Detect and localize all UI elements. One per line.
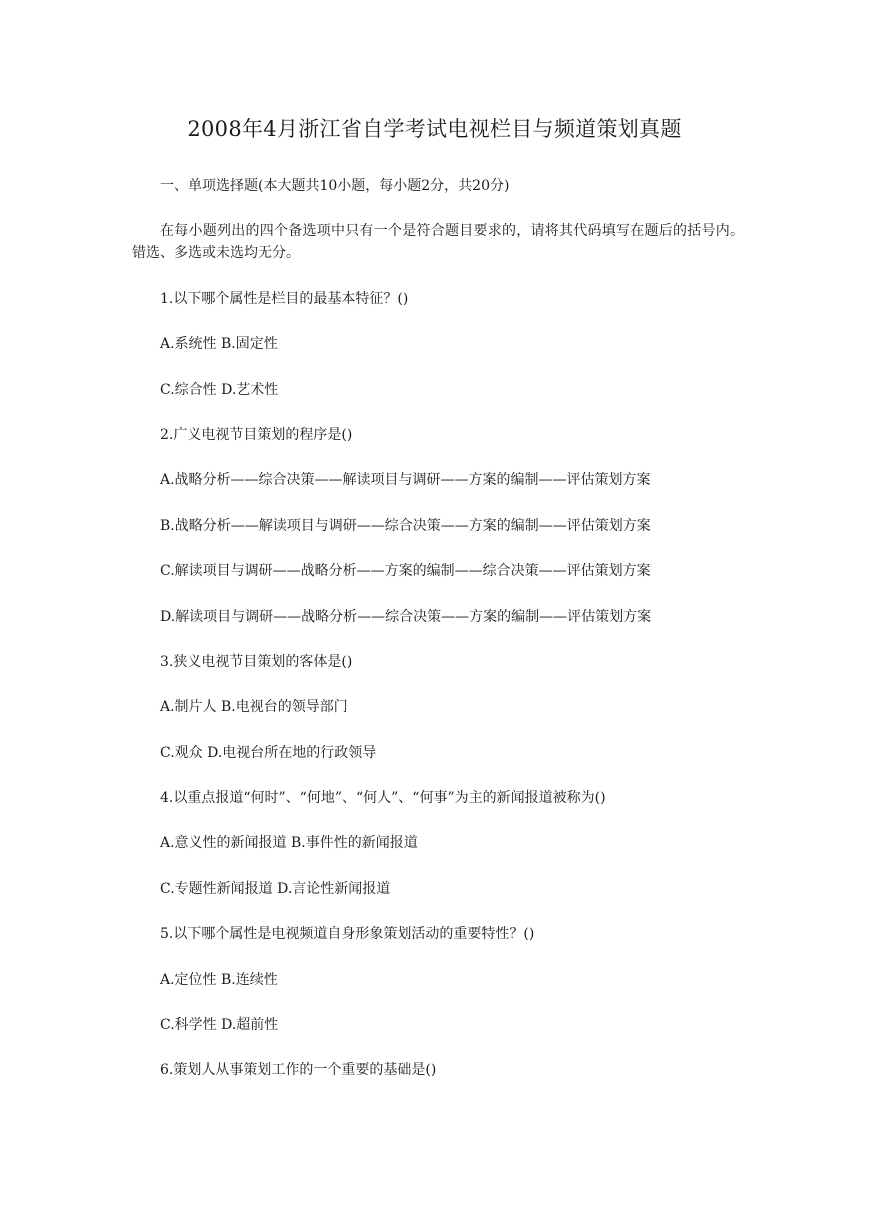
question-1-options-cd: C.综合性 D.艺术性	[160, 381, 279, 398]
question-2-option-b: B.战略分析——解读项目与调研——综合决策——方案的编制——评估策划方案	[160, 517, 651, 534]
document-title: 2008年4月浙江省自学考试电视栏目与频道策划真题	[187, 117, 682, 141]
question-3: 3.狭义电视节目策划的客体是()	[160, 653, 353, 670]
question-2-option-c: C.解读项目与调研——战略分析——方案的编制——综合决策——评估策划方案	[160, 563, 651, 580]
question-3-options-cd: C.观众 D.电视台所在地的行政领导	[160, 744, 377, 761]
question-4: 4.以重点报道“何时”、“何地”、“何人”、“何事”为主的新闻报道被称为()	[160, 790, 606, 807]
question-6: 6.策划人从事策划工作的一个重要的基础是()	[160, 1062, 437, 1079]
question-2-option-d: D.解读项目与调研——战略分析——综合决策——方案的编制——评估策划方案	[160, 608, 652, 625]
question-3-options-ab: A.制片人 B.电视台的领导部门	[160, 699, 348, 716]
question-2-option-a: A.战略分析——综合决策——解读项目与调研——方案的编制——评估策划方案	[160, 472, 651, 489]
question-1: 1.以下哪个属性是栏目的最基本特征？()	[160, 290, 409, 307]
question-4-options-cd: C.专题性新闻报道 D.言论性新闻报道	[160, 880, 391, 897]
question-5: 5.以下哪个属性是电视频道自身形象策划活动的重要特性？()	[160, 926, 535, 943]
section-heading: 一、单项选择题(本大题共10小题，每小题2分，共20分)	[160, 178, 510, 194]
question-4-options-ab: A.意义性的新闻报道 B.事件性的新闻报道	[160, 835, 418, 852]
instructions-paragraph: 在每小题列出的四个备选项中只有一个是符合题目要求的，请将其代码填写在题后的括号内。错选、多选或未选均无分。	[132, 223, 744, 262]
question-5-options-cd: C.科学性 D.超前性	[160, 1017, 279, 1034]
question-1-options-ab: A.系统性 B.固定性	[160, 336, 278, 353]
document-body	[132, 175, 744, 1105]
question-2: 2.广义电视节目策划的程序是()	[160, 426, 353, 443]
question-5-options-ab: A.定位性 B.连续性	[160, 971, 278, 988]
